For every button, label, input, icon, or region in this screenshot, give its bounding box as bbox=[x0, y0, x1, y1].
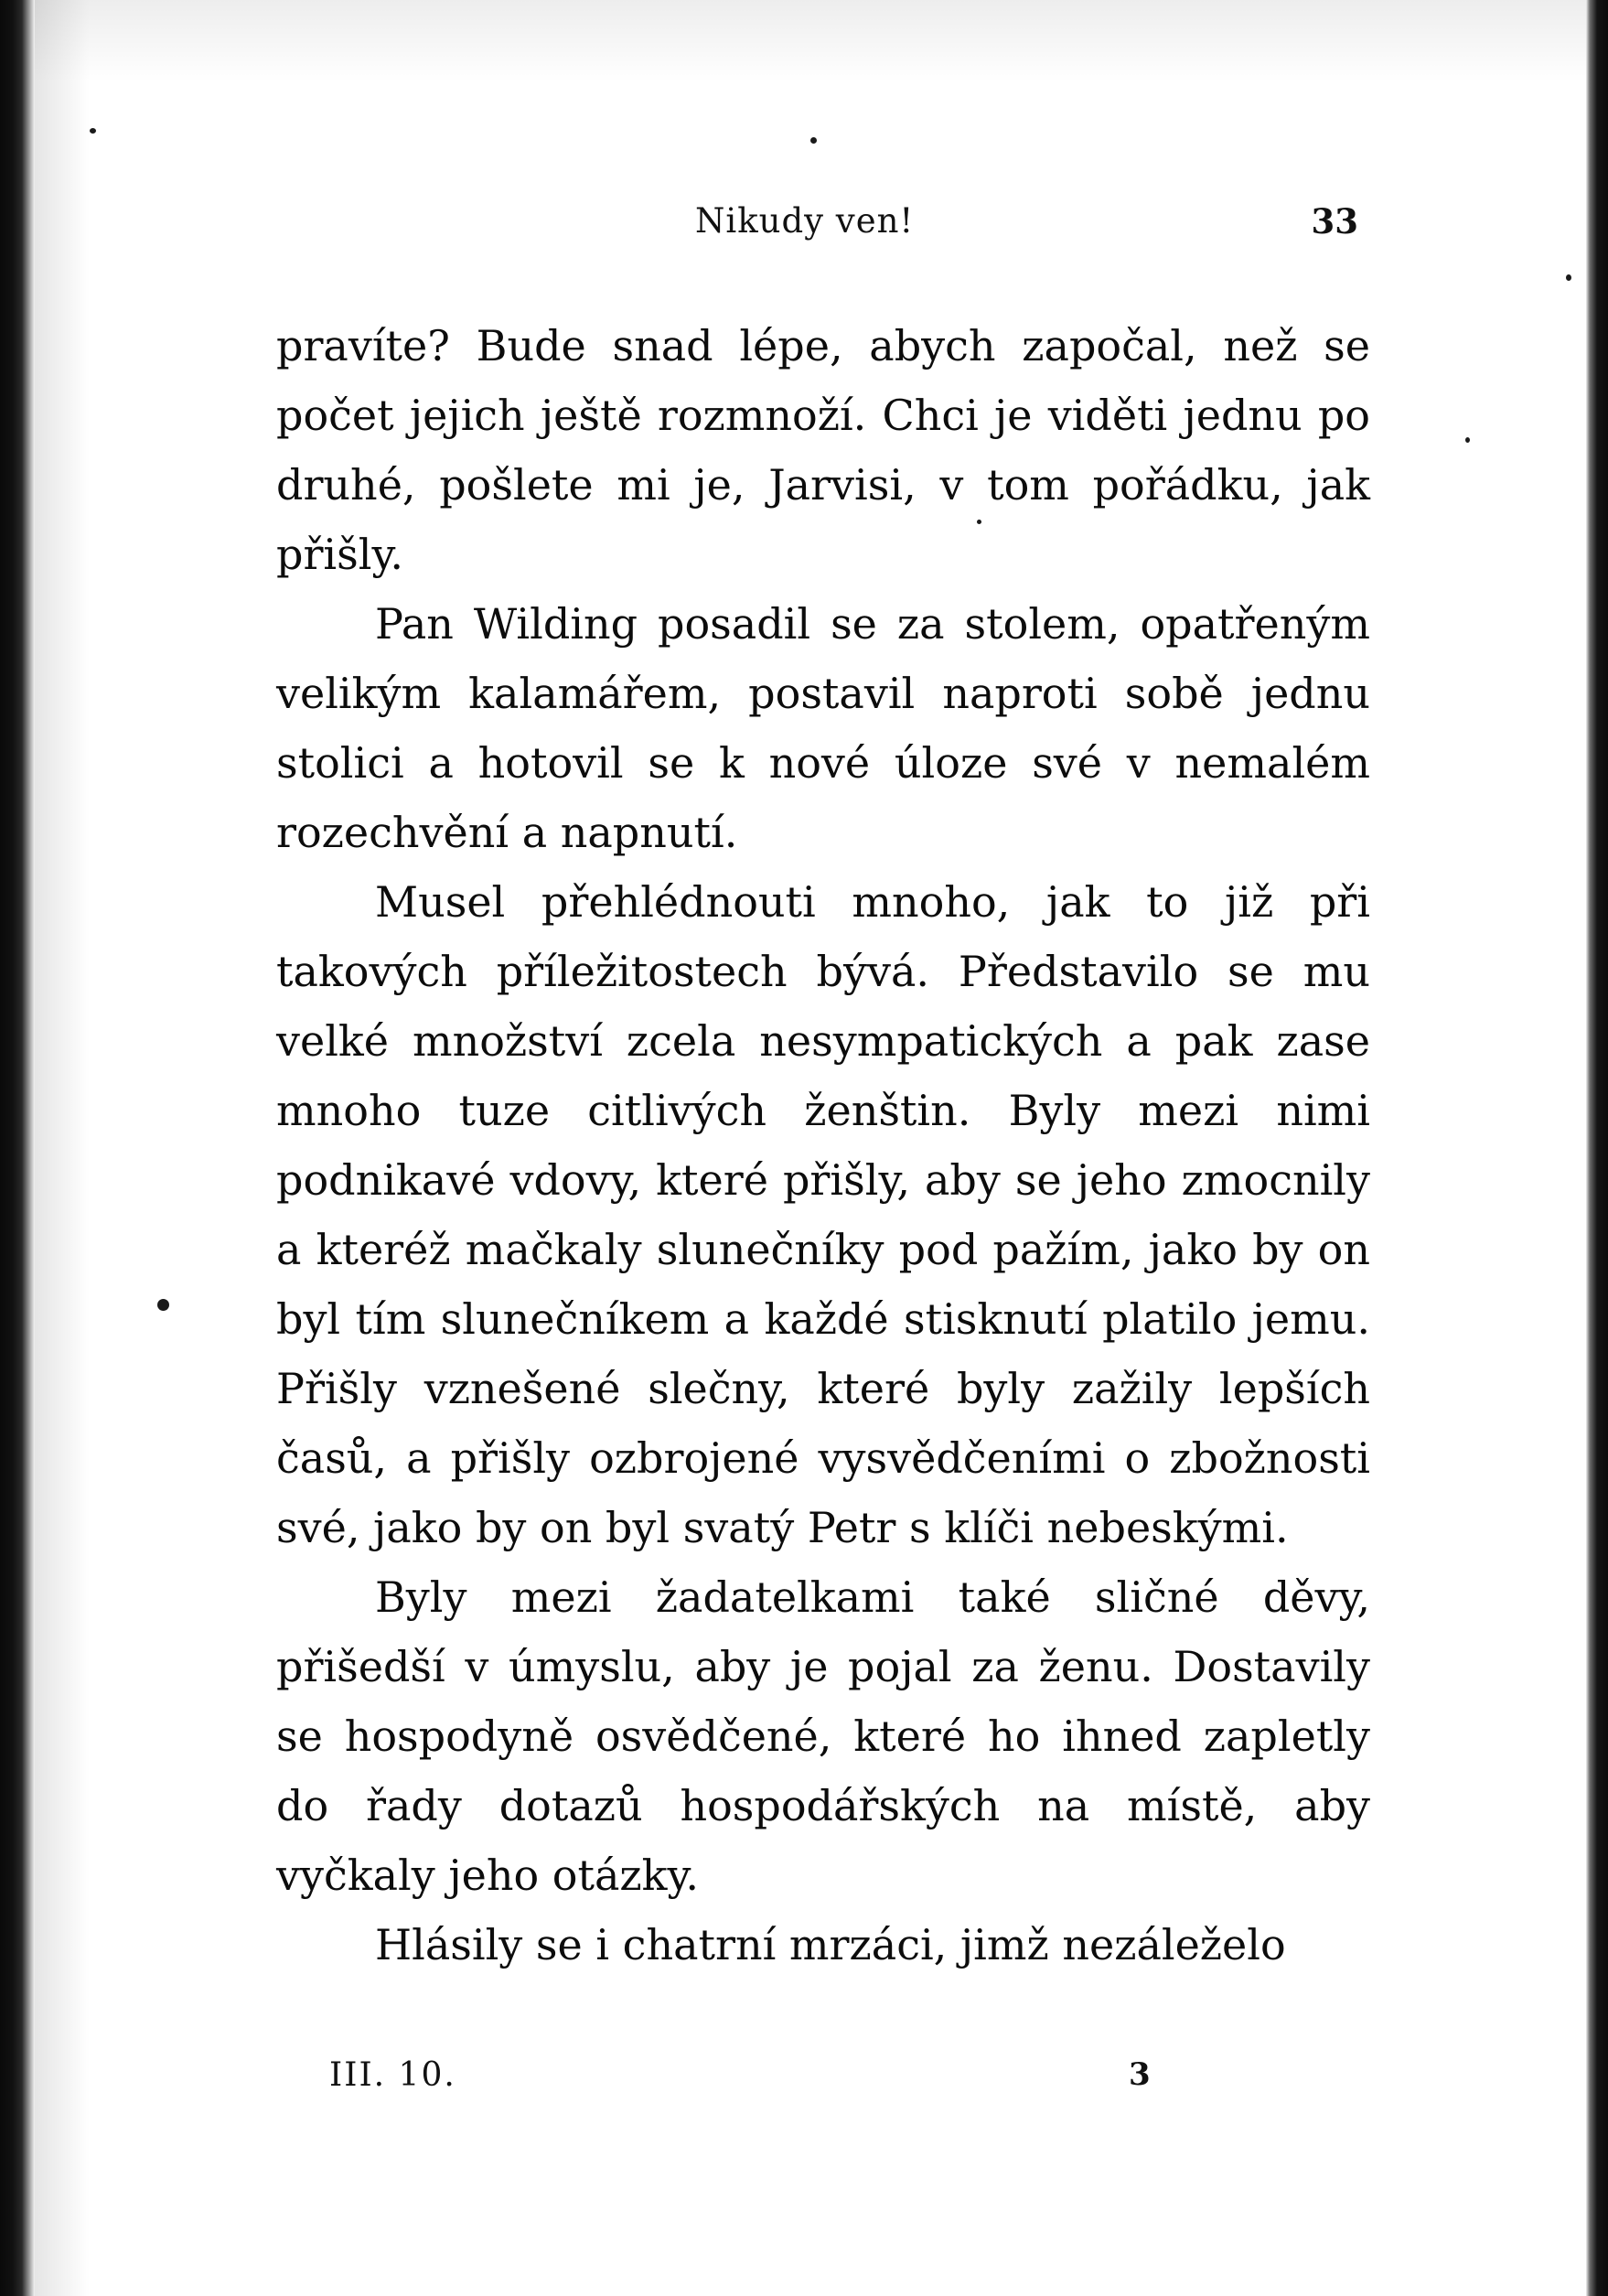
scan-speck bbox=[1465, 437, 1470, 443]
signature-number: 3 bbox=[1129, 2056, 1151, 2093]
scan-speck bbox=[157, 1299, 169, 1311]
page-header bbox=[274, 201, 1372, 247]
scan-speck bbox=[90, 128, 96, 134]
paragraph-1: pravíte? Bude snad lépe, abych započal, než se počet jejich ještě rozmnoží. Chci je viděti jednu po druhé, pošlete mi je, Jarvisi, v tom pořádku, jak přišly. bbox=[276, 321, 1370, 579]
paragraph-5: Hlásily se i chatrní mrzáci, jimž nezáleželo bbox=[375, 1920, 1286, 1969]
body-text bbox=[276, 311, 1370, 1979]
scan-speck bbox=[810, 137, 817, 144]
paragraph-3: Musel přehlédnouti mnoho, jak to již při takových příležitostech bývá. Představilo se mu velké množství zcela nesympatických a pak zase mnoho tuze citlivých ženštin. Byly mezi nimi podnikavé vdovy, které přišly, aby se jeho zmocnily a kteréž mačkaly slunečníky pod pažím, jako by on byl tím slunečníkem a každé stisknutí platilo jemu. Přišly vznešené slečny, které byly zažily lepších časů, a přišly ozbrojené vysvědčeními o zbožnosti své, jako by on byl svatý Petr s klíči nebeskými. bbox=[276, 877, 1370, 1552]
running-title: Nikudy ven! bbox=[695, 201, 915, 241]
paragraph-2: Pan Wilding posadil se za stolem, opatřeným velikým kalamářem, postavil naproti sobě jednu stolici a hotovil se k nové úloze své v nemalém rozechvění a napnutí. bbox=[276, 599, 1370, 857]
binding-edge bbox=[0, 0, 35, 2296]
page-footer bbox=[329, 2056, 1152, 2102]
scan-speck bbox=[1566, 274, 1571, 281]
right-page-edge bbox=[1586, 0, 1608, 2296]
paragraph-4: Byly mezi žadatelkami také sličné děvy, přišedší v úmyslu, aby je pojal za ženu. Dostavily se hospodyně osvědčené, které ho ihned zapletly do řady dotazů hospodářských na místě, aby vyčkaly jeho otázky. bbox=[276, 1572, 1370, 1900]
signature-mark: III. 10. bbox=[329, 2056, 456, 2094]
binding-shadow bbox=[35, 0, 90, 2296]
top-shade bbox=[35, 0, 1586, 82]
page-number: 33 bbox=[1311, 201, 1358, 241]
